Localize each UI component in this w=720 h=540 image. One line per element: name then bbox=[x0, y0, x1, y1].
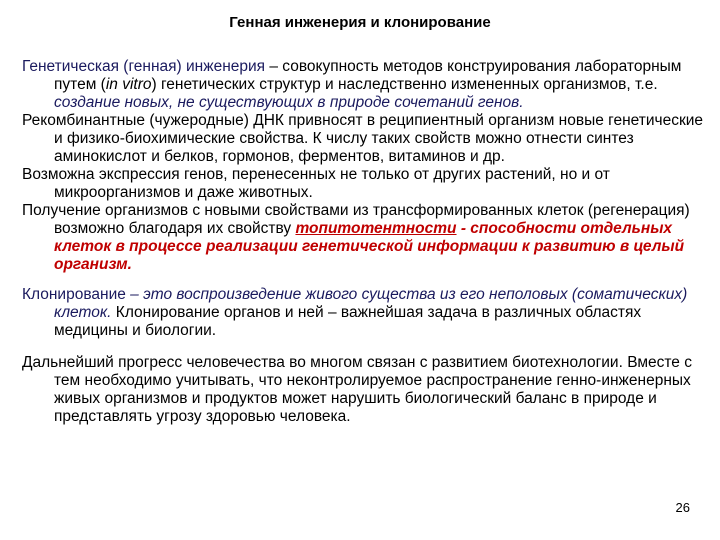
totipotency-dash: - bbox=[456, 220, 471, 237]
regeneration-text: Получение организмов с новыми свойствами из трансформированных клеток (регенерация) возможно благодаря их свойству bbox=[22, 202, 690, 237]
definition-rest: ) генетических структур и наследственно измененных организмов, т.е. bbox=[151, 76, 658, 93]
term-genetic-engineering: Генетическая (генная) инженерия bbox=[22, 58, 266, 75]
slide-body bbox=[22, 58, 712, 426]
term-cloning: Клонирование bbox=[22, 286, 126, 303]
definition-text: – совокупность методов конструирования лабораторным путем ( bbox=[54, 58, 682, 93]
page-number: 26 bbox=[675, 500, 690, 515]
paragraph-regeneration bbox=[22, 202, 712, 274]
cloning-rest: Клонирование органов и ней – важнейшая задача в различных областях медицины и биологии. bbox=[54, 304, 642, 339]
paragraph-progress: Дальнейший прогресс человечества во многом связан с развитием биотехнологии. Вместе с тем необходимо учитывать, что неконтролируемое распространение генно-инженерных живых организмов и продуктов может нарушить биологический баланс в природе и представлять угрозу здоровью человека. bbox=[22, 354, 692, 425]
totipotency-definition: способности отдельных клеток в процессе реализации генетической информации к развитию в целый организм. bbox=[54, 220, 685, 273]
in-vitro-text: in vitro bbox=[105, 76, 152, 93]
paragraph-gene-expression: Возможна экспрессия генов, перенесенных не только от других растений, но и от микроорганизмов и даже животных. bbox=[22, 166, 610, 201]
slide-title: Генная инженерия и клонирование bbox=[229, 14, 491, 31]
term-totipotency: топитотентности bbox=[295, 220, 457, 237]
definition-italic-tail: создание новых, не существующих в природе сочетаний генов. bbox=[54, 94, 524, 111]
paragraph-cloning bbox=[22, 286, 712, 340]
paragraph-recombinant-dna: Рекомбинантные (чужеродные) ДНК привносят в реципиентный организм новые генетические и физико-биохимические свойства. К числу таких свойств можно отнести синтез аминокислот и белков, гормонов, ферментов, витаминов и др. bbox=[22, 112, 704, 165]
cloning-definition: – это воспроизведение живого существа из его неполовых (соматических) клеток. bbox=[54, 286, 688, 321]
paragraph-genetic-engineering bbox=[22, 58, 712, 112]
